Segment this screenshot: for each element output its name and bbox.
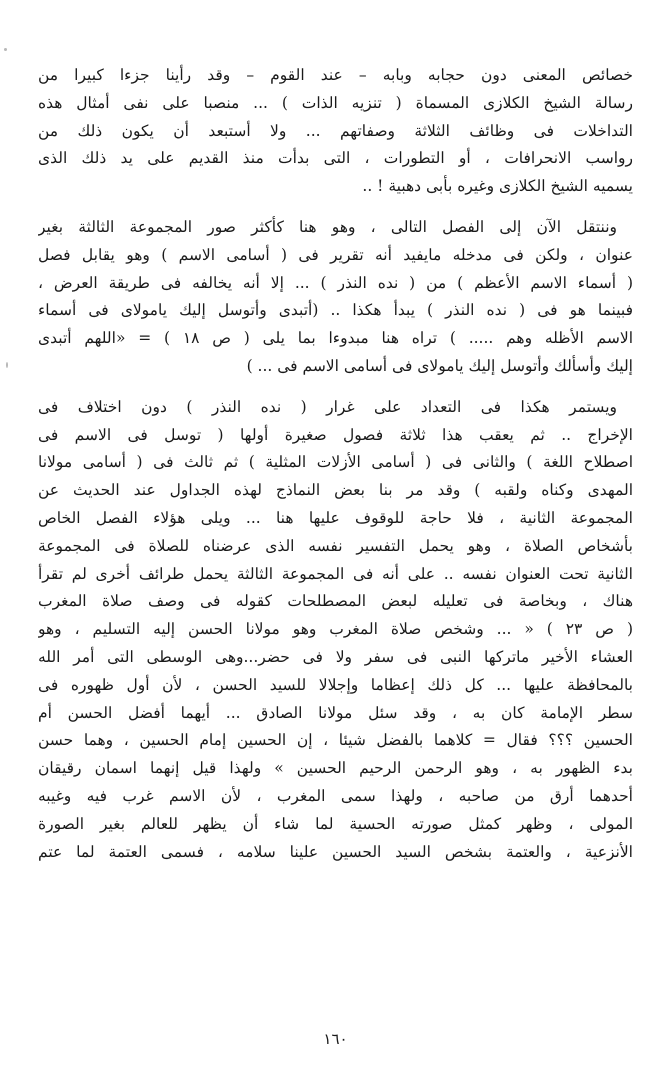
scan-speck: [4, 48, 7, 51]
text-line: الإخراج .. ثم يعقب هذا ثلاثة فصول صغيرة أولها ( توسل فى الاسم فى: [38, 425, 633, 444]
text-line: المولى ، وظهر كمثل صورته الحسية لما شاء أن يظهر للعالم بغير الصورة: [38, 814, 633, 833]
text-line: الثانية تحت العنوان نفسه .. على أنه فى المجموعة الثالثة يحمل طرائف أخرى لم تقرأ: [38, 564, 633, 583]
text-line: الاسم الأظله وهم ..... ) تراه هنا مبدوءا بما يلى ( ص ١٨ ) = «اللهم أتبدى: [38, 329, 633, 348]
paragraph-2: [38, 214, 633, 381]
text-line: بأشخاص الصلاة ، وهو يحمل التفسير نفسه الذى عرضناه للصلاة فى المجموعة: [38, 536, 633, 555]
text-line: ( ص ٢٣ ) « ... وشخص صلاة المغرب وهو موﻻنا الحسن إليه التسليم ، وهو: [38, 620, 633, 639]
text-line: المهدى وكناه ولقبه ) وقد مر بنا بعض النماذج لهذه الجداول عند الحديث عن: [38, 481, 633, 500]
page-number: ١٦٠: [323, 1030, 348, 1048]
text-line: بالمحافظة عليها ... كل ذلك إعظاما وإجلالا للسيد الحسن ، لأن أول ظهوره فى: [38, 675, 633, 694]
text-line: ( أسماء الاسم الأعظم ) من ( نده النذر ) ... إلا أنه يخالفه فى طريقة العرض ،: [38, 273, 633, 292]
text-line: يسميه الشيخ الكلازى وغيره بأبى دهبية ! ..: [362, 177, 633, 196]
text-line: وننتقل الآن إلى الفصل التالى ، وهو هنا كأكثر صور المجموعة الثالثة بغير: [38, 217, 617, 236]
text-line: إليك وأسألك وأتوسل إليك ياموﻻى فى أسامى الاسم فى ... ): [246, 356, 633, 375]
text-line: خصائص المعنى دون حجابه وبابه – عند القوم – وقد رأينا جزءا كبيرا من: [38, 66, 633, 84]
text-line: أحدهما أرق من صاحبه ، ولهذا سمى المغرب ، لأن الاسم غرب فيه وغيبه: [38, 786, 633, 805]
text-line: المجموعة الثانية ، فلا حاجة للوقوف عليها هنا ... ويلى هؤلاء الفصل الخاص: [38, 508, 633, 527]
scan-speck: [6, 362, 8, 368]
text-line: فبينما هو فى ( نده النذر ) يبدأ هكذا .. (أتبدى وأتوسل إليك ياموﻻى فى أسماء: [38, 301, 633, 320]
text-line: الحسين ؟؟؟ فقال = كلاهما بالفضل شيئا ، إن الحسين إمام الحسين ، وهما حسن: [38, 731, 633, 750]
text-line: الأنزعية ، والعتمة بشخص السيد الحسين علينا سلامه ، فسمى العتمة لما عتم: [38, 842, 633, 861]
text-line: التداخلات فى وظائف الثلاثة وصفاتهم ... ولا أستبعد أن يكون ذلك من: [38, 121, 633, 140]
paragraph-3: [38, 394, 633, 867]
paragraph-1: [38, 62, 633, 201]
text-line: عنوان ، ولكن فى مدخله مايفيد أنه تقرير فى ( أسامى الاسم ) وهو يقابل فصل: [38, 245, 633, 264]
text-line: سطر الإمامة كان به ، وقد سئل موﻻنا الصادق ... أيهما أفضل الحسن أم: [38, 703, 633, 722]
text-line: اصطلاح اللغة ) والثانى فى ( أسامى الأزلات المثلية ) ثم ثالث فى ( أسامى موﻻنا: [38, 453, 633, 472]
text-line: هناك ، وبخاصة فى تعليله لبعض المصطلحات كقوله فى وصف صلاة المغرب: [38, 592, 633, 611]
text-line: رواسب الانحرافات ، أو التطورات ، التى بدأت منذ القديم على يد ذلك الذى: [38, 149, 633, 168]
text-line: رسالة الشيخ الكلازى المسماة ( تنزيه الذات ) ... منصبا على نفى أمثال هذه: [38, 93, 633, 112]
body-text: [38, 62, 633, 866]
text-line: بدء الظهور به ، وهو الرحمن الرحيم الحسين » ولهذا قيل إنهما اسمان رقيقان: [38, 759, 633, 778]
text-line: العشاء الأخير ماتركها النبى فى سفر ولا فى حضر...وهى الوسطى التى أمر الله: [38, 647, 633, 666]
text-line: ويستمر هكذا فى التعداد على غرار ( نده النذر ) دون اختلاف فى: [38, 397, 617, 416]
